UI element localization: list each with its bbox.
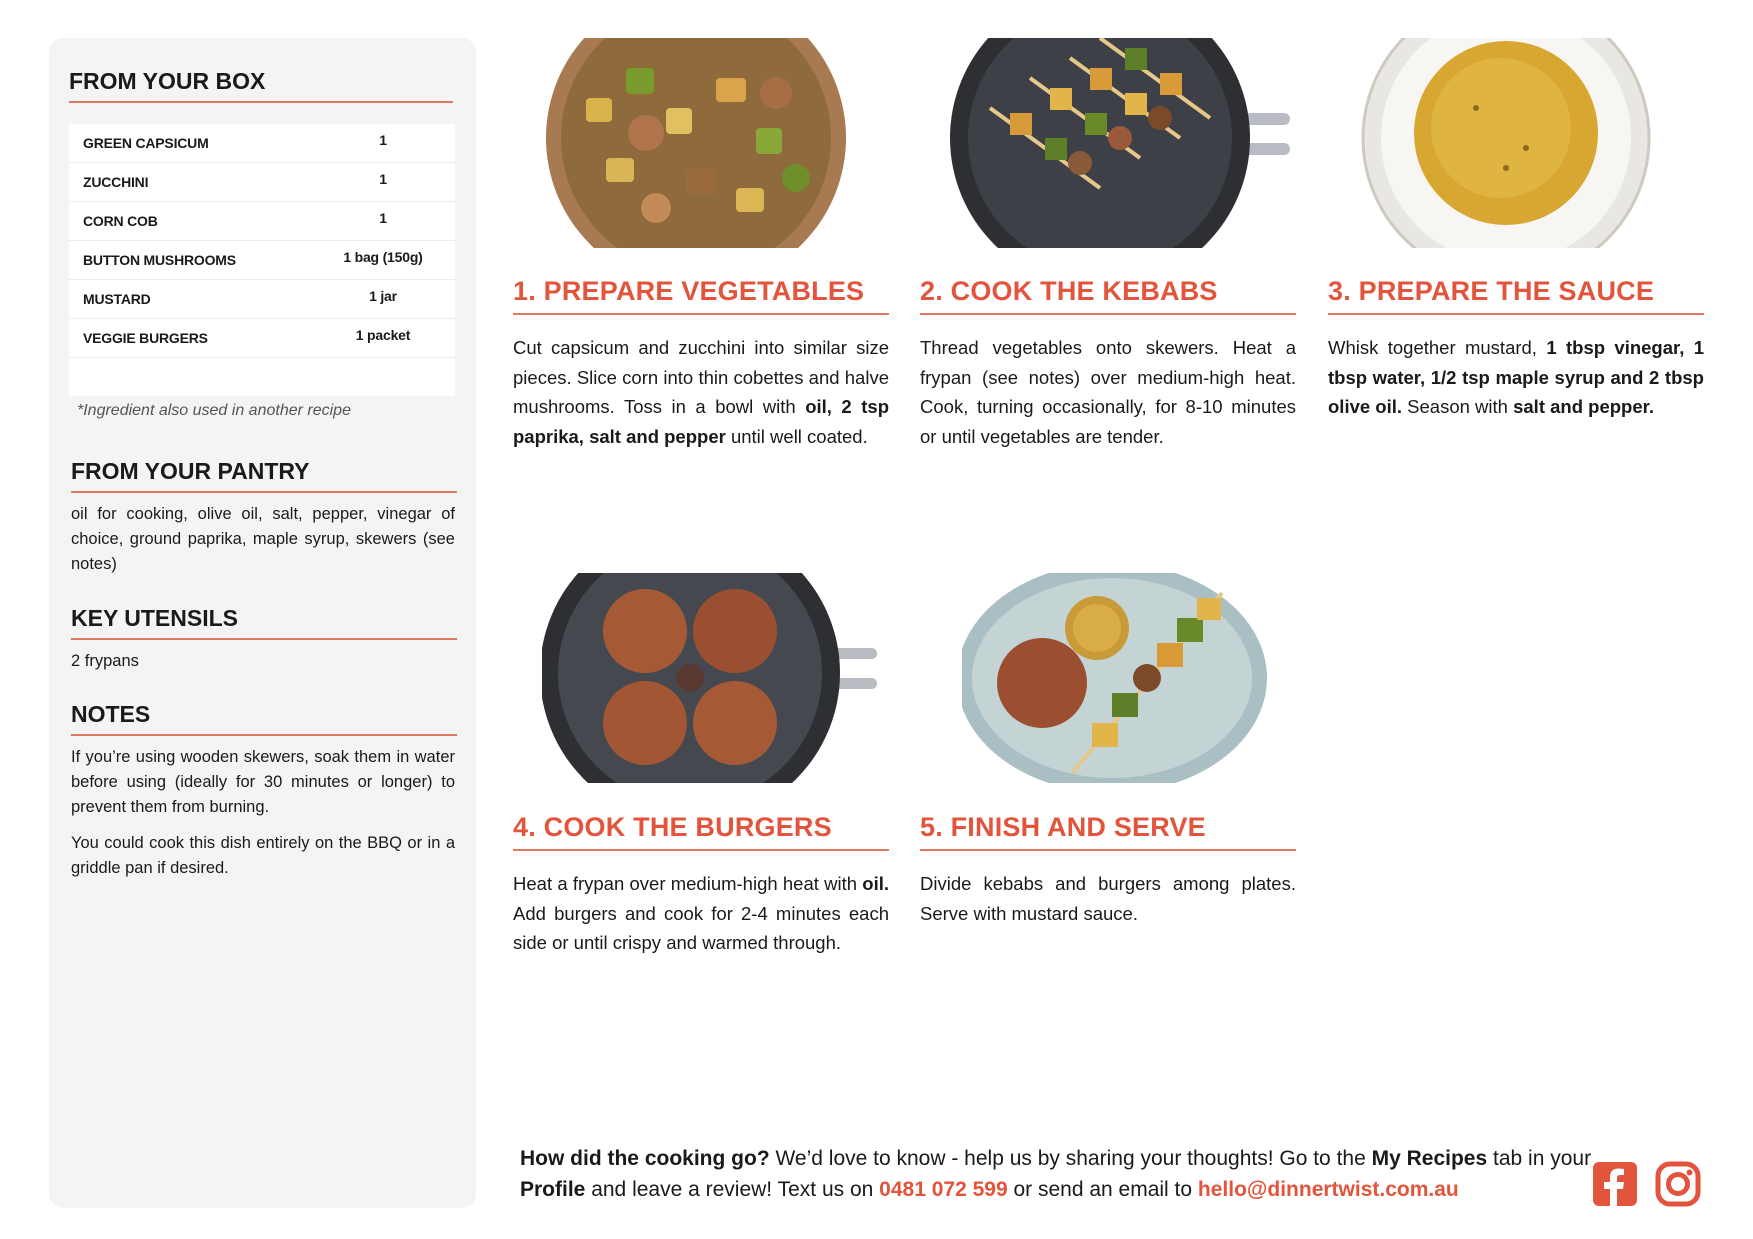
instagram-icon[interactable] [1655,1161,1701,1207]
my-recipes-link-text: My Recipes [1371,1147,1488,1170]
ingredient-qty: 1 [379,171,387,187]
step-2-title: 2. COOK THE KEBABS [920,276,1296,315]
ingredient-qty: 1 jar [369,288,397,304]
phone-link[interactable]: 0481 072 599 [879,1178,1008,1201]
ingredient-qty: 1 [379,210,387,226]
ingredient-name: GREEN CAPSICUM [83,135,209,151]
profile-link-text: Profile [520,1178,586,1201]
ingredient-qty: 1 packet [355,327,411,343]
ingredient-name: BUTTON MUSHROOMS [83,252,236,268]
step-4-title: 4. COOK THE BURGERS [513,812,889,851]
step-1-text: Cut capsicum and zucchini into similar size pieces. Slice corn into thin cobettes and halve mushrooms. Toss in a bowl with oil, 2 tsp paprika, salt and pepper until well coated. [513,337,889,447]
vegetables-bowl-image [546,38,846,248]
ingredients-table [69,124,455,396]
email-link[interactable]: hello@dinnertwist.com.au [1197,1178,1459,1201]
key-utensils-title: KEY UTENSILS [71,605,457,640]
step-3-text: Whisk together mustard, 1 tbsp vinegar, 1 tbsp water, 1/2 tsp maple syrup and 2 tbsp olive oil. Season with salt and pepper. [1328,337,1704,417]
step-5-text: Divide kebabs and burgers among plates. Serve with mustard sauce. [920,873,1296,924]
utensils-text: 2 frypans [71,652,139,670]
ingredient-name: ZUCCHINI [83,174,149,190]
table-row [69,163,455,202]
footer-question: How did the cooking go? [520,1147,770,1170]
table-row [69,280,455,319]
from-your-box-title: FROM YOUR BOX [69,68,453,103]
sidebar [49,38,476,1208]
ingredient-qty: 1 bag (150g) [343,249,423,265]
ingredient-qty: 1 [379,132,387,148]
kebabs-frypan-image [950,38,1290,248]
ingredient-name: VEGGIE BURGERS [83,330,208,346]
note-2: You could cook this dish entirely on the BBQ or in a griddle pan if desired. [71,834,455,877]
step-3-title: 3. PREPARE THE SAUCE [1328,276,1704,315]
table-row [69,319,455,358]
burgers-frypan-image [542,573,877,783]
step-1-title: 1. PREPARE VEGETABLES [513,276,889,315]
table-row [69,241,455,280]
ingredient-name: CORN COB [83,213,158,229]
feedback-footer: How did the cooking go? We’d love to know - help us by sharing your thoughts! Go to the My Recipes tab in your Profile and leave a review! Text us on 0481 072 599 or send an email to hello@dinnertwist.com.au [520,1147,1592,1201]
table-row [69,202,455,241]
step-2-text: Thread vegetables onto skewers. Heat a frypan (see notes) over medium-high heat. Cook, turning occasionally, for 8-10 minutes or until vegetables are tender. [920,337,1296,447]
note-1: If you’re using wooden skewers, soak them in water before using (ideally for 30 minutes or longer) to prevent them from burning. [71,748,455,816]
table-row [69,124,455,163]
finished-plate-image [962,573,1272,783]
step-5-title: 5. FINISH AND SERVE [920,812,1296,851]
mustard-sauce-bowl-image [1356,38,1656,248]
facebook-icon[interactable] [1592,1161,1638,1207]
from-your-pantry-title: FROM YOUR PANTRY [71,458,457,493]
pantry-text: oil for cooking, olive oil, salt, pepper, vinegar of choice, ground paprika, maple syrup, skewers (see notes) [71,505,455,573]
step-4-text: Heat a frypan over medium-high heat with oil. Add burgers and cook for 2-4 minutes each side or until crispy and warmed through. [513,873,889,953]
ingredient-name: MUSTARD [83,291,151,307]
table-row-empty [69,358,455,396]
notes-title: NOTES [71,701,457,736]
ingredient-footnote: *Ingredient also used in another recipe [77,402,351,419]
